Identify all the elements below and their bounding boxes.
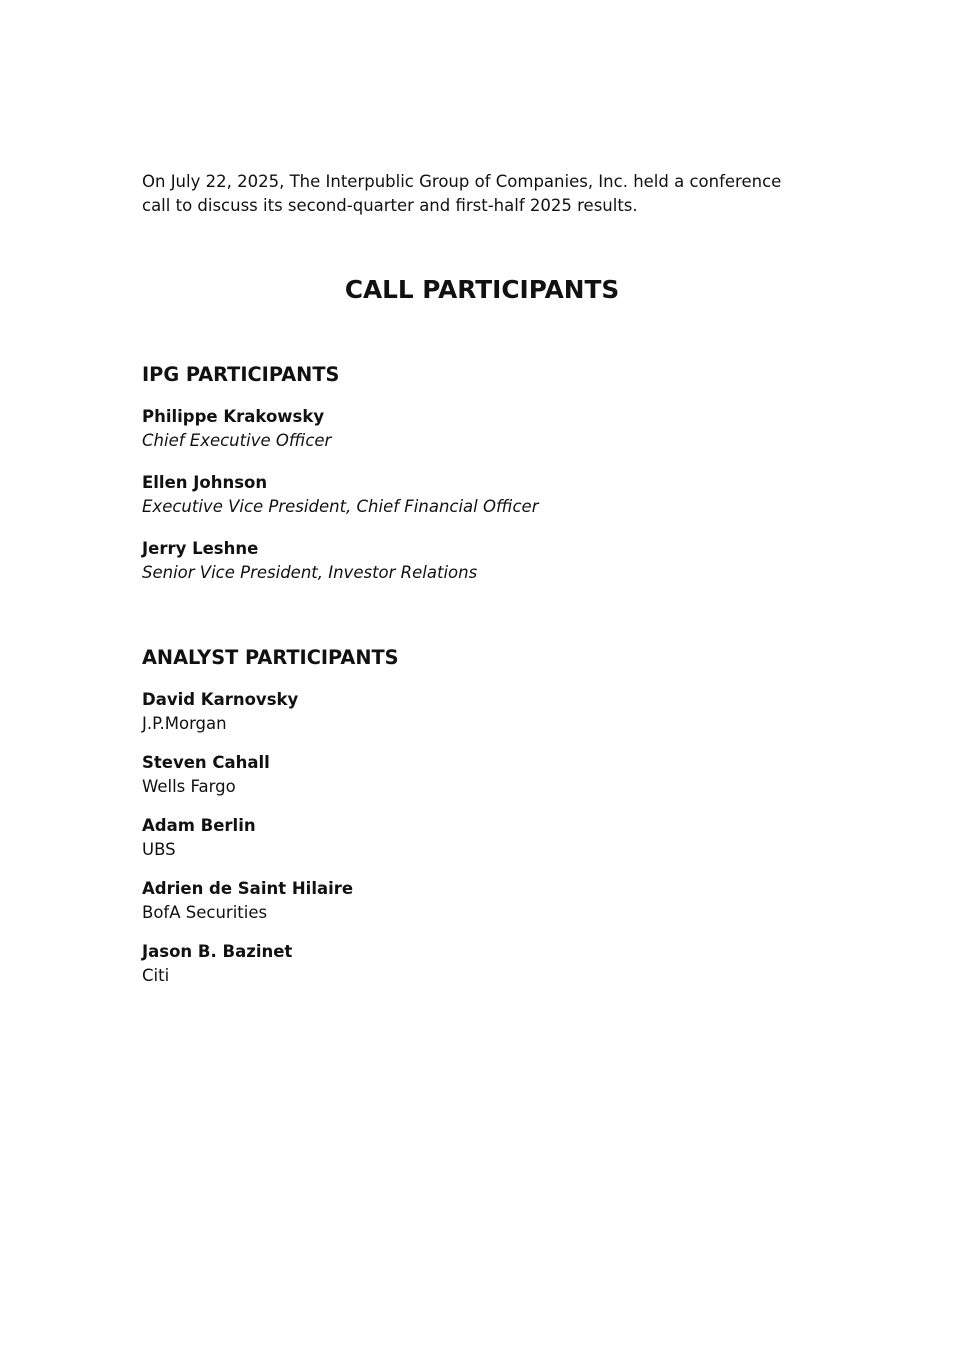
participant-name: Steven Cahall [142,753,270,772]
participant-name: Adrien de Saint Hilaire [142,879,354,898]
analyst-participants-heading: ANALYST PARTICIPANTS [142,646,399,669]
participant-title: Chief Executive Officer [142,431,332,450]
analyst-participant [142,940,822,988]
participant-name: Jason B. Bazinet [142,942,293,961]
analyst-participant [142,814,822,862]
call-participants-heading: CALL PARTICIPANTS [344,275,620,304]
ipg-participant [142,405,822,453]
analyst-participants-section [142,646,822,1003]
participant-firm: J.P.Morgan [142,714,227,733]
participant-firm: UBS [142,840,176,859]
participant-firm: Wells Fargo [142,777,236,796]
participant-firm: BofA Securities [142,903,268,922]
ipg-participant [142,537,822,585]
intro-line-1: On July 22, 2025, The Interpublic Group of Companies, Inc. held a conference [142,172,782,191]
ipg-participants-section [142,363,822,603]
participant-name: Jerry Leshne [142,539,259,558]
participant-name: Adam Berlin [142,816,256,835]
participant-firm: Citi [142,966,170,985]
participant-name: Ellen Johnson [142,473,268,492]
participant-name: Philippe Krakowsky [142,407,325,426]
intro-line-2: call to discuss its second-quarter and first-half 2025 results. [142,196,638,215]
analyst-participant [142,751,822,799]
intro-paragraph [142,170,822,218]
analyst-participant [142,877,822,925]
analyst-participant [142,688,822,736]
participant-name: David Karnovsky [142,690,299,709]
participant-title: Senior Vice President, Investor Relations [142,563,478,582]
ipg-participants-heading: IPG PARTICIPANTS [142,363,340,386]
document-page [142,170,822,985]
ipg-participant [142,471,822,519]
participant-title: Executive Vice President, Chief Financial Officer [142,497,539,516]
